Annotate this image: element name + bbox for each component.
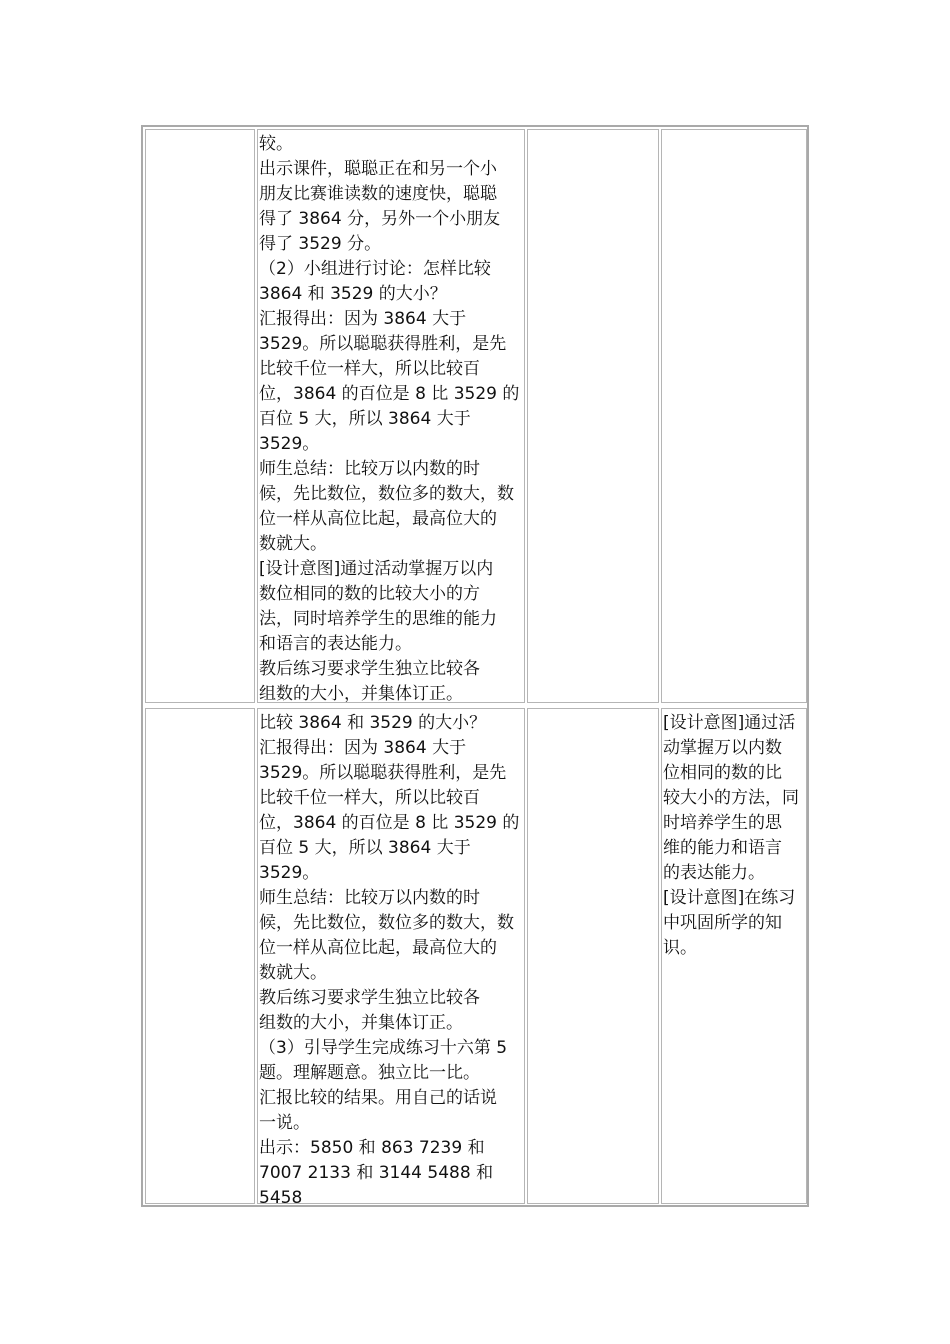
table-row (143, 127, 807, 704)
text-line: 比较千位一样大，所以比较百 (259, 359, 480, 379)
text-line: 比较 3864 和 3529 的大小？ (259, 713, 487, 733)
text-line: 汇报比较的结果。用自己的话说 (259, 1088, 497, 1108)
text-line: （2）小组进行讨论：怎样比较 (259, 259, 491, 279)
text-line: 数就大。 (259, 963, 327, 983)
text-line: 3529。 (259, 863, 320, 883)
table-cell-activity (257, 708, 525, 1204)
text-line: 数就大。 (259, 534, 327, 554)
text-line: 百位 5 大，所以 3864 大于 (259, 409, 471, 429)
text-line: 动掌握万以内数 (663, 738, 782, 758)
text-line: 的表达能力。 (663, 863, 765, 883)
table-cell-empty (527, 129, 659, 703)
text-line: 3864 和 3529 的大小？ (259, 284, 447, 304)
text-line: 3529。所以聪聪获得胜利，是先 (259, 334, 507, 354)
text-line: 组数的大小，并集体订正。 (259, 1013, 463, 1033)
text-line: 候，先比数位，数位多的数大，数 (259, 913, 514, 933)
text-line: 得了 3864 分，另外一个小朋友 (259, 209, 501, 229)
text-line: 教后练习要求学生独立比较各 (259, 659, 480, 679)
text-line: 时培养学生的思 (663, 813, 782, 833)
text-line: 百位 5 大，所以 3864 大于 (259, 838, 471, 858)
text-line: 出示课件，聪聪正在和另一个小 (259, 159, 497, 179)
text-line: 汇报得出：因为 3864 大于 (259, 309, 467, 329)
cell-text (259, 711, 524, 1204)
text-line: 较大小的方法，同 (663, 788, 799, 808)
text-line: 一说。 (259, 1113, 310, 1133)
table-cell-activity (257, 129, 525, 703)
table-cell-empty (145, 129, 255, 703)
text-line: 教后练习要求学生独立比较各 (259, 988, 480, 1008)
text-line: 7007 2133 和 3144 5488 和 (259, 1163, 494, 1183)
text-line: 维的能力和语言 (663, 838, 782, 858)
text-line: 题。理解题意。独立比一比。 (259, 1063, 480, 1083)
text-line: 位一样从高位比起，最高位大的 (259, 938, 497, 958)
text-line: 中巩固所学的知 (663, 913, 782, 933)
text-line: 数位相同的数的比较大小的方 (259, 584, 480, 604)
text-line: 出示：5850 和 863 7239 和 (259, 1138, 485, 1158)
text-line: 得了 3529 分。 (259, 234, 382, 254)
cell-text (663, 711, 806, 961)
text-line: 3529。所以聪聪获得胜利，是先 (259, 763, 507, 783)
table-cell-empty (145, 708, 255, 1204)
text-line: 法，同时培养学生的思维的能力 (259, 609, 497, 629)
text-line: 5458 (259, 1188, 303, 1204)
text-line: 候，先比数位，数位多的数大，数 (259, 484, 514, 504)
text-line: （3）引导学生完成练习十六第 5 (259, 1038, 508, 1058)
table-cell-empty (661, 129, 807, 703)
text-line: [设计意图]在练习 (663, 888, 796, 908)
text-line: 师生总结：比较万以内数的时 (259, 459, 480, 479)
text-line: 和语言的表达能力。 (259, 634, 412, 654)
table-cell-empty (527, 708, 659, 1204)
text-line: 位相同的数的比 (663, 763, 782, 783)
text-line: 较。 (259, 134, 293, 154)
text-line: 识。 (663, 938, 697, 958)
text-line: [设计意图]通过活 (663, 713, 796, 733)
cell-text (259, 132, 524, 703)
text-line: 位，3864 的百位是 8 比 3529 的 (259, 384, 520, 404)
lesson-plan-table (141, 125, 809, 1207)
text-line: 朋友比赛谁读数的速度快，聪聪 (259, 184, 497, 204)
text-line: 汇报得出：因为 3864 大于 (259, 738, 467, 758)
text-line: 位，3864 的百位是 8 比 3529 的 (259, 813, 520, 833)
text-line: [设计意图]通过活动掌握万以内 (259, 559, 494, 579)
text-line: 3529。 (259, 434, 320, 454)
text-line: 位一样从高位比起，最高位大的 (259, 509, 497, 529)
table-row (143, 706, 807, 1205)
text-line: 比较千位一样大，所以比较百 (259, 788, 480, 808)
text-line: 组数的大小，并集体订正。 (259, 684, 463, 703)
table-cell-design-intent (661, 708, 807, 1204)
text-line: 师生总结：比较万以内数的时 (259, 888, 480, 908)
